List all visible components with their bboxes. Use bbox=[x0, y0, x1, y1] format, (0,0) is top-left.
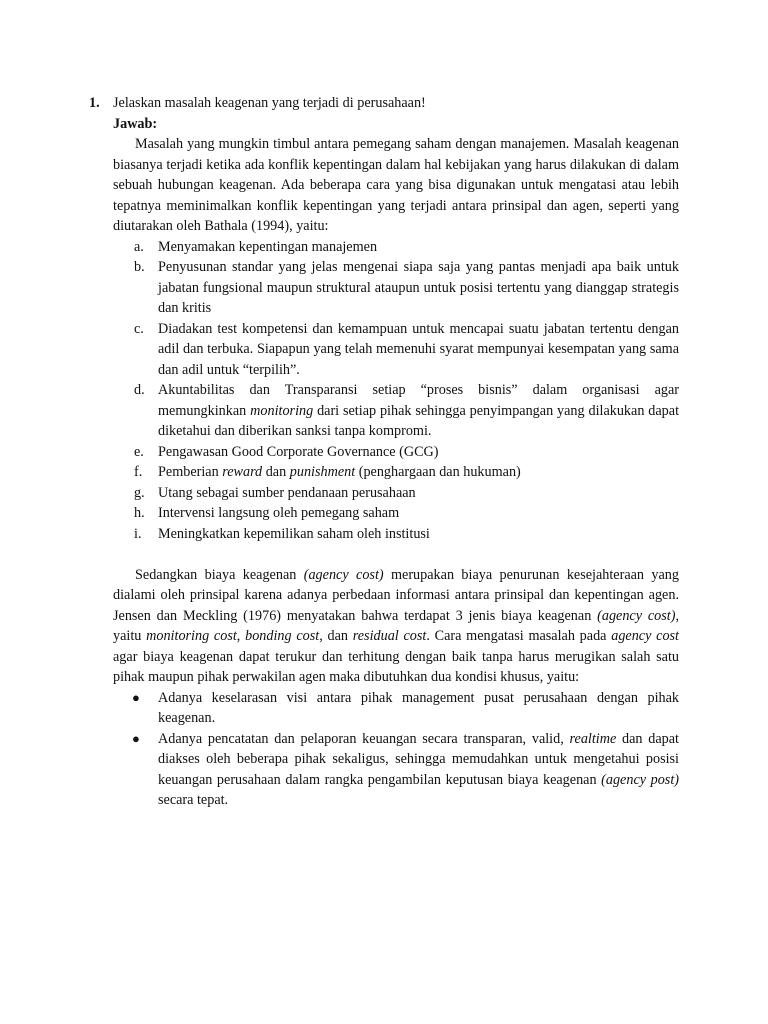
bullet-item-text: Adanya keselarasan visi antara pihak management pusat perusahaan dengan pihak keagenan. bbox=[158, 689, 679, 726]
text-run: , dan bbox=[319, 628, 353, 644]
bullet-list bbox=[113, 688, 679, 811]
bullet-item-text: secara tepat. bbox=[158, 792, 229, 808]
list-item-text: Meningkatkan kepemilikan saham oleh institusi bbox=[158, 525, 430, 542]
text-run: Sedangkan biaya keagenan bbox=[135, 566, 304, 583]
list-item bbox=[113, 257, 679, 319]
agency-cost-paragraph bbox=[113, 565, 679, 688]
bullet-item bbox=[113, 688, 679, 729]
list-marker: b. bbox=[134, 259, 145, 275]
list-item-text: dari setiap pihak sehingga penyimpangan yang dilakukan dapat diketahui dan diberikan sanksi tanpa kompromi. bbox=[158, 402, 680, 439]
italic-term: realtime bbox=[569, 730, 617, 747]
list-item bbox=[113, 483, 679, 504]
list-item-text: Pengawasan Good Corporate Governance (GCG) bbox=[158, 443, 439, 460]
list-item-text: dan bbox=[262, 464, 290, 480]
answer-body bbox=[113, 134, 679, 811]
italic-term: punishment bbox=[289, 464, 356, 480]
list-item bbox=[113, 462, 679, 483]
italic-term: monitoring bbox=[250, 402, 314, 419]
question-text: Jelaskan masalah keagenan yang terjadi di perusahaan! bbox=[113, 95, 426, 111]
bullet-item-text: Adanya pencatatan dan pelaporan keuangan secara transparan, valid, bbox=[158, 730, 570, 747]
list-marker: a. bbox=[134, 238, 144, 255]
list-marker: h. bbox=[134, 505, 145, 521]
list-item-text: Diadakan test kompetensi dan kemampuan untuk mencapai suatu jabatan tertentu dengan adil dan terbuka. Siapapun yang telah memenuhi syarat mempunyai kesempatan yang sama dan adil untuk “terpilih”. bbox=[158, 320, 679, 378]
italic-term: (agency post) bbox=[601, 771, 679, 788]
list-item bbox=[113, 503, 679, 524]
lettered-list bbox=[113, 237, 679, 545]
list-item-text: Utang sebagai sumber pendanaan perusahaan bbox=[158, 484, 416, 501]
intro-paragraph: Masalah yang mungkin timbul antara pemegang saham dengan manajemen. Masalah keagenan biasanya terjadi ketika ada konflik kepentingan dalam hal kebijakan yang harus dilakukan di dalam sebuah hubungan keagenan. Ada beberapa cara yang bisa digunakan untuk mengatasi atau lebih tepatnya meminimalkan konflik kepentingan yang terjadi antara prinsipal dan agen, seperti yang diutarakan oleh Bathala (1994), yaitu: bbox=[113, 136, 679, 234]
list-item-text: Pemberian bbox=[158, 464, 223, 480]
italic-term: reward bbox=[222, 464, 263, 480]
bullet-icon: ● bbox=[132, 730, 140, 746]
question-number: 1. bbox=[89, 95, 100, 111]
list-marker: d. bbox=[134, 382, 145, 398]
text-run: , bbox=[236, 628, 246, 644]
bullet-icon: ● bbox=[132, 689, 140, 705]
list-item-text: Akuntabilitas dan Transparansi setiap “proses bisnis” dalam organisasi agar memungkinkan bbox=[158, 382, 679, 419]
list-item-text: (penghargaan dan hukuman) bbox=[355, 464, 521, 480]
list-marker: f. bbox=[134, 464, 143, 480]
list-marker: c. bbox=[134, 320, 144, 337]
list-marker: i. bbox=[134, 525, 142, 542]
question-block bbox=[89, 93, 681, 134]
list-item-text: Menyamakan kepentingan manajemen bbox=[158, 238, 378, 255]
paragraph-spacer bbox=[113, 544, 679, 565]
list-item bbox=[113, 237, 679, 258]
list-item-text: Intervensi langsung oleh pemegang saham bbox=[158, 505, 400, 521]
text-run: agar biaya keagenan dapat terukur dan terhitung dengan baik tanpa harus merugikan salah satu pihak maupun pihak perwakilan agen maka dibutuhkan dua kondisi khusus, yaitu: bbox=[113, 648, 679, 685]
italic-term: (agency cost) bbox=[597, 607, 676, 624]
answer-label: Jawab: bbox=[113, 115, 158, 132]
italic-term: residual cost bbox=[352, 628, 427, 644]
list-item-text: Penyusunan standar yang jelas mengenai siapa saja yang pantas menjadi apa baik untuk jabatan fungsional maupun struktural ataupun untuk posisi tertentu yang dianggap strategis dan kritis bbox=[158, 259, 679, 316]
italic-term: (agency cost) bbox=[303, 566, 384, 583]
italic-term: agency cost bbox=[611, 628, 679, 644]
list-item bbox=[113, 380, 679, 442]
text-run: , yaitu bbox=[113, 607, 679, 644]
text-run: . Cara mengatasi masalah pada bbox=[426, 628, 612, 644]
italic-term: monitoring cost bbox=[146, 628, 237, 644]
list-item bbox=[113, 442, 679, 463]
italic-term: bonding cost bbox=[245, 628, 320, 644]
list-marker: e. bbox=[134, 443, 144, 460]
text-run: merupakan biaya penurunan kesejahteraan yang dialami oleh prinsipal karena adanya perbedaan informasi antara prinsipal dan kepentingan agen. Jensen dan Meckling (1976) menyatakan bahwa terdapat 3 jenis biaya keagenan bbox=[113, 566, 679, 624]
list-item bbox=[113, 524, 679, 545]
bullet-item bbox=[113, 729, 679, 811]
list-item bbox=[113, 319, 679, 381]
list-marker: g. bbox=[134, 484, 145, 501]
bullet-item-text: dan dapat diakses oleh beberapa pihak sekaligus, sehingga memudahkan untuk mengetahui posisi keuangan perusahaan dalam rangka pengambilan keputusan biaya keagenan bbox=[158, 730, 680, 788]
